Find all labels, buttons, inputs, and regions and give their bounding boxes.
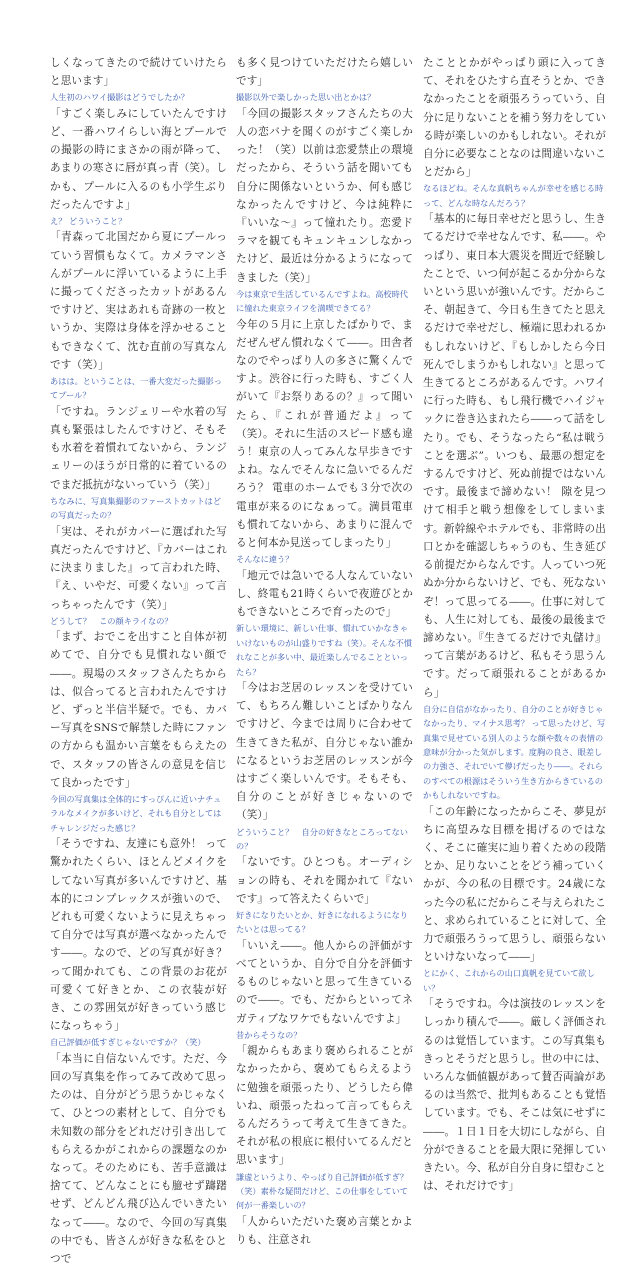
interview-answer: 「ないです。ひとつも。オーディションの時も、それを聞かれて『ないです』って答えたくらいで」 <box>236 856 413 905</box>
interview-answer: 「まず、おでこを出すこと自体が初めてで、自分でも見慣れない顔で――。現場のスタッフさんたちからは、似合ってると言われたんですけど、ずっと半信半疑で。でも、カバー写真をSNSで解禁した時にファンの方からも温かい言葉をもらえたので、スタッフの皆さんの意見を信じて良かったです」 <box>50 631 227 789</box>
interview-question: 謙虚というより、やっぱり自己評価が低すぎ？（笑）素朴な疑問だけど、この仕事をしていて何が一番楽しいの？ <box>236 1171 408 1211</box>
interview-question: 新しい環境に、新しい仕事、慣れていかなきゃいけないものが山盛りですね（笑）。そんな不慣れなことが多い中、最近楽しんでることといったら？ <box>236 623 413 677</box>
interview-answer: 「そうですね、友達にも意外！ って驚かれたくらい、ほとんどメイクをしてない写真が多いんですけど、基本的にコンプレックスが強いので、どれも可愛くないように見えちゃって自分では写真が選べなかったんです――。なので、どの写真が好き？ って聞かれても、この背景のお花が可愛くて好きとか、この衣装が好き、この雰囲気が好きっていう感じになっちゃう」 <box>50 838 227 1033</box>
interview-question: 昔からそうなの？ <box>236 1029 302 1040</box>
interview-answer: 「本当に自信ないんです。ただ、今回の写真集を作ってみて改めて思ったのは、自分がどう思うかじゃなくて、ひとつの素材として、自分でも未知数の部分をどれだけ引き出してもらえるかがこれからの課題なのかなって。そのためにも、苦手意識は捨てて、どんなことにも臆せず躊躇せず、どんどん飛び込んでいきたいなって――。なので、今回の写真集の中でも、皆さんが好きな私をひとつで <box>50 1052 227 1266</box>
interview-answer: 「実は、それがカバーに選ばれた写真だったんですけど、『カバーはこれに決まりました』って言われた時、『え、いやだ、可愛くない』って言っちゃったんです（笑）」 <box>50 525 227 611</box>
interview-question: 自分に自信がなかったり、自分のことが好きじゃなかったり、マイナス思考？ って思ったけど、写真集で見せている別人のような顔や数々の表情の意味が分かった気がします。度胸の良さ、眼差しの力強さ、それでいて儚げだったり――。それらのすべての根源はそういう生き方からきているのかもしれないですね。 <box>423 703 606 801</box>
interview-answer: 「今回の撮影スタッフさんたちの大人の恋バナを聞くのがすごく楽しかった！（笑）以前は恋愛禁止の環境だったから、そういう話を聞いても自分に関係ないというか、何も感じなかったんですけど、今は純粋に『いいな～』って憧れたり。恋愛ドラマを観てもキュンキュンしなかったけど、最近は分かるようになってきました（笑）」 <box>236 107 413 284</box>
interview-answer: 「青森って北国だから夏にプールっていう習慣もなくて。カメラマンさんがプールに浮いているように上手に撮ってくださったカットがあるんですけど、実はあれも奇跡の一枚というか、実際は身体を浮かせることもできなくて、沈む直前の写真なんです（笑）」 <box>50 231 227 371</box>
interview-answer: 「すごく楽しみにしていたんですけど、一番ハワイらしい海とプールでの撮影の時にまさかの雨が降って、あまりの寒さに唇が真っ青（笑）。しかも、プールに入るのも小学生ぶりだったんですよ」 <box>50 107 227 211</box>
interview-question: え？ どういうこと？ <box>50 216 127 227</box>
interview-question: 今は東京で生活しているんですよね。高校時代に憧れた東京ライフを満喫できてる？ <box>236 288 408 314</box>
interview-question: とにかく、これからの山口真帆を見ていて欲しい？ <box>423 968 595 993</box>
interview-question: 撮影以外で楽しかった思い出とかは？ <box>236 92 376 103</box>
interview-answer: 「今はお芝居のレッスンを受けていて、もちろん難しいことばかりなんですけど、今までは周りに合わせて生きてきた私が、自分じゃない誰かになるというお芝居のレッスンが今はすごく楽しいんです。そもそも、自分のことが好きじゃないので（笑）」 <box>236 681 413 822</box>
interview-question: どうして？ この顔キライなの？ <box>50 615 173 626</box>
interview-answer: 「そうですね。今は演技のレッスンをしっかり積んで――。厳しく評価されるのは覚悟しています。この写真集もきっとそうだと思うし。世の中には、いろんな価値観があって賛否両論があるのは当然で、批判もあることも覚悟しています。でも、そこは気にせずに――。１日１日を大切にしながら、自分ができることを最大限に発揮していきたい。今、私が自分自身に望むことは、それだけです」 <box>423 998 606 1193</box>
interview-question: ちなみに、写真集撮影のファーストカットはどの写真だったの？ <box>50 495 222 521</box>
interview-answer: 「いいえ――。他人からの評価がすべてというか、自分で自分を評価するものじゃないと思って生きているので――。でも、だからといってネガティブなワケでもないんですよ」 <box>236 939 413 1025</box>
interview-answer: しくなってきたので続けていけたらと思います」 <box>50 57 227 88</box>
interview-answer: 「基本的に毎日幸せだと思うし、生きてるだけで幸せなんです、私――。やっぱり、東日本大震災を間近で経験したことで、いつ何が起こるか分からないという思いが強いんです。だからこそ、朝起きて、今日も生きてたと思えるだけで幸せだし、極端に思われるかもしれないけど、『もしかしたら今日死んでしまうかもしれない』と思って生きてるところがあるんです。ハワイに行った時も、もし飛行機でハイジャックに巻き込まれたら――って話をしたり。でも、そうなったら“私は戦うことを選ぶ”。いつも、最悪の想定をするんですけど、死ぬ前提ではないんです。最後まで諦めない！ 隙を見つけて相手と戦う想像をしてしまいます。新幹線やホテルでも、非常時の出口とかを確認しちゃうのも、生き延びる前提だからなんです。人っていつ死ぬか分からないけど、でも、死なないぞ！って思ってる――。仕事に対しても、人生に対しても、最後の最後まで諦めない。『生きてるだけで丸儲け』って言葉があるけど、私もそう思うんです。だって頑張れることがあるから」 <box>423 213 606 699</box>
column-3 <box>423 54 606 1195</box>
interview-answer: 「ですね。ランジェリーや水着の写真も緊張はしたんですけど、そもそも水着を着慣れてないから、ランジェリーのほうが日常的に着ているのでまだ抵抗がないっていう（笑）」 <box>50 405 227 491</box>
interview-answer: たこととかがやっぱり頭に入ってきて、それをひたすら直そうとか、できなかったことを頑張ろうっていう、自分に足りないことを補う努力をしている時が楽しいのかもしれない。それが自分に必要なことなのは間違いないことだから」 <box>423 57 606 179</box>
interview-question: 自己評価が低すぎじゃないですか？（笑） <box>50 1037 206 1048</box>
interview-question: どういうこと？ 自分の好きなところってないの？ <box>236 826 408 851</box>
interview-question: あはは。ということは、一番大変だった撮影ってプール？ <box>50 376 222 401</box>
column-1 <box>50 54 227 1268</box>
interview-answer: 今年の５月に上京したばかりで、まだぜんぜん慣れなくて――。田舎者なのでやっぱり人の多さに驚くんですよ。渋谷に行った時も、すごく人がいて『お祭りあるの？』って聞いたら、『これが普通だよ』って（笑）。それに生活のスピード感も違う！東京の人ってみんな早歩きですよね。なんでそんなに急いでるんだろう？ 電車のホームでも３分で次の電車が来るのになぁって。満員電車も慣れてないから、あまりに混んでると何本か見送ってしまったり」 <box>236 318 413 550</box>
interview-question: 今回の写真集は全体的にすっぴんに近いナチュラルなメイクが多いけど、それも自分としてはチャレンジだった感じ？ <box>50 793 222 833</box>
interview-answer: 「この年齢になったからこそ、夢見がちに高望みな目標を掲げるのではなく、そこに確実に辿り着くための段階とか、足りないことをどう補っていくかが、今の私の目標です。24歳になった今の私にだからこそ与えられたこと、求められていることに対して、全力で頑張ろうって思うし、頑張らないといけないなって――」 <box>423 805 606 964</box>
interview-answer: も多く見つけていただけたら嬉しいです」 <box>236 57 413 88</box>
interview-answer: 「地元では急いでる人なんていないし、終電も21時くらいで夜遊びとかもできないところで育ったので」 <box>236 569 413 619</box>
column-2 <box>236 54 413 1249</box>
interview-question: 人生初のハワイ撮影はどうでしたか？ <box>50 92 189 103</box>
interview-answer: 「親からもあまり褒められることがなかったから、褒めてもらえるように勉強を頑張ったり、どうしたら偉いね、頑張ったねって言ってもらえるんだろうって考えて生きてきた。それが私の根底に根付いてるんだと思います」 <box>236 1045 413 1167</box>
interview-question: なるほどね。そんな真帆ちゃんが幸せを感じる時って、どんな時なんだろう？ <box>423 183 604 208</box>
interview-question: そんなに違う？ <box>236 554 294 565</box>
interview-question: 好きになりたいとか、好きになれるようになりたいとは思ってる？ <box>236 909 408 935</box>
interview-answer: 「人からいただいた褒め言葉とかよりも、注意され <box>236 1215 413 1247</box>
